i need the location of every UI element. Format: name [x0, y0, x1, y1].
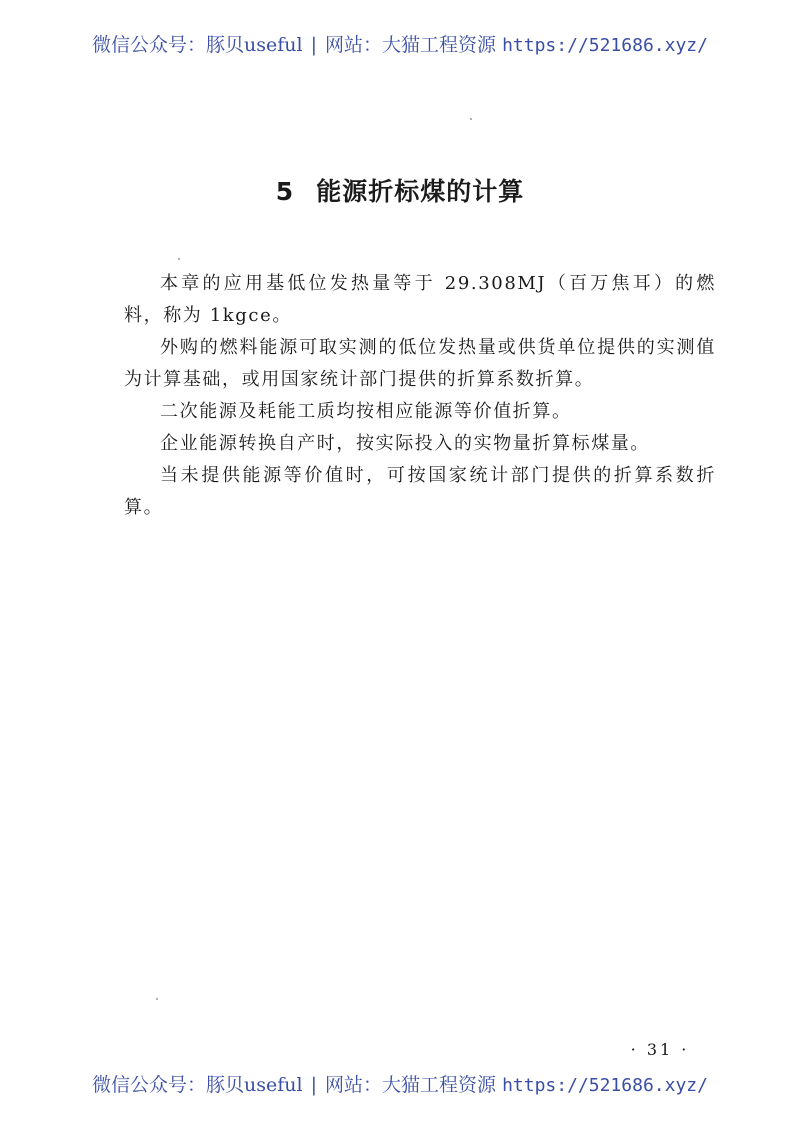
watermark-site: 网站：大猫工程资源 — [325, 1074, 497, 1096]
chapter-number: 5 — [275, 177, 295, 206]
watermark-separator: | — [310, 1074, 317, 1096]
watermark-account: 微信公众号：豚贝useful — [92, 34, 303, 56]
paragraph: 当未提供能源等价值时，可按国家统计部门提供的折算系数折算。 — [124, 465, 716, 518]
chapter-heading — [0, 172, 800, 208]
scan-speck — [178, 258, 180, 260]
watermark-site: 网站：大猫工程资源 — [325, 34, 497, 56]
chapter-body — [124, 268, 716, 524]
paragraph: 外购的燃料能源可取实测的低位发热量或供货单位提供的实测值为计算基础，或用国家统计部门提供的折算系数折算。 — [124, 337, 716, 390]
watermark-account: 微信公众号：豚贝useful — [92, 1074, 303, 1096]
watermark-separator: | — [310, 34, 317, 56]
paragraph: 本章的应用基低位发热量等于 29.308MJ（百万焦耳）的燃料，称为 1kgce。 — [124, 273, 716, 326]
scan-speck — [470, 118, 472, 120]
scan-speck — [156, 998, 158, 1000]
watermark-bottom — [0, 1070, 800, 1097]
paragraph: 企业能源转换自产时，按实际投入的实物量折算标煤量。 — [160, 433, 650, 454]
paragraph: 二次能源及耗能工质均按相应能源等价值折算。 — [160, 401, 572, 422]
watermark-url[interactable]: https://521686.xyz/ — [502, 35, 708, 56]
page-number: · 31 · — [630, 1040, 690, 1059]
chapter-title: 能源折标煤的计算 — [316, 177, 525, 206]
watermark-top — [0, 30, 800, 57]
watermark-url[interactable]: https://521686.xyz/ — [502, 1075, 708, 1096]
